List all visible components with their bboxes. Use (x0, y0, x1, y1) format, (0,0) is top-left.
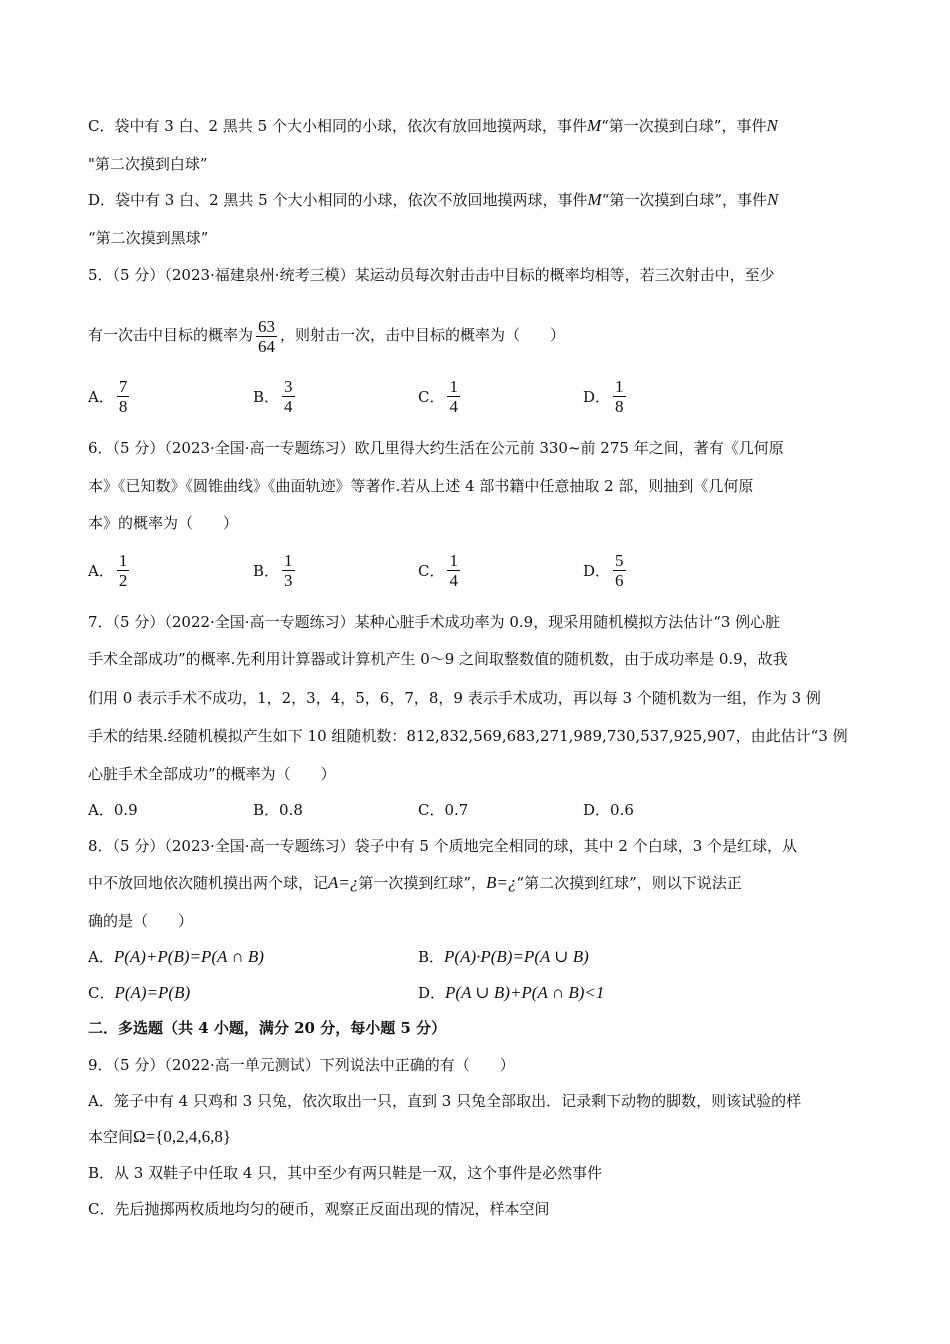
q6-option-d[interactable]: D． $\frac{5}{6}$ (583, 551, 624, 590)
q8-option-b[interactable]: B．P(A)·P(B)=P(A ∪ B) (418, 947, 589, 966)
q5-option-c[interactable]: C． $\frac{1}{4}$ (418, 377, 458, 416)
q6-stem-line2: 本》《已知数》《圆锥曲线》《曲面轨迹》等著作.若从上述 4 部书籍中任意抽取 2 部，则抽到《几何原 (88, 477, 754, 495)
q6-stem-line3: 本》的概率为（ ） (88, 514, 239, 532)
q4-option-c-line2: "第二次摸到白球” (88, 155, 208, 173)
q8-stem-line1: 8．（5 分）（2023·全国·高一专题练习）袋子中有 5 个质地完全相同的球，其中 2 个白球，3 个是红球，从 (88, 837, 798, 855)
math-N: N (766, 116, 778, 135)
q7-option-d[interactable]: D．0.6 (583, 801, 634, 819)
q7-stem-line4: 手术的结果.经随机模拟产生如下 10 组随机数：812,832,569,683,271,989,730,537,925,907，由此估计“3 例 (88, 727, 848, 745)
math-event-a: A=¿ (328, 873, 359, 892)
q7-stem-line5: 心脏手术全部成功”的概率为（ ） (88, 765, 336, 783)
q9-option-c: C．先后抛掷两枚质地均匀的硬币，观察正反面出现的情况，样本空间 (88, 1200, 550, 1218)
math-M: M (586, 116, 602, 135)
q8-option-a[interactable]: A．P(A)+P(B)=P(A ∩ B) (88, 947, 264, 966)
q6-option-a[interactable]: A． $\frac{1}{2}$ (88, 551, 128, 590)
q7-option-a[interactable]: A．0.9 (88, 801, 138, 819)
q7-option-b[interactable]: B．0.8 (253, 801, 303, 819)
math-sample-space: Ω={0,2,4,6,8} (133, 1127, 232, 1146)
q4-option-c-line1: C．袋中有 3 白、2 黑共 5 个大小相同的小球，依次有放回地摸两球，事件M“第一次摸到白球”，事件N (88, 116, 778, 135)
q5-stem-line1: 5．（5 分）（2023·福建泉州·统考三模）某运动员每次射击击中目标的概率均相等，若三次射击中，至少 (88, 266, 775, 284)
q6-option-c[interactable]: C． $\frac{1}{4}$ (418, 551, 458, 590)
q5-option-b[interactable]: B． $\frac{3}{4}$ (253, 377, 293, 416)
q7-stem-line3: 们用 0 表示手术不成功，1，2，3，4，5，6，7，8，9 表示手术成功，再以每 3 个随机数为一组，作为 3 例 (88, 689, 821, 707)
q8-option-c[interactable]: C．P(A)=P(B) (88, 983, 191, 1002)
q9-option-a-line1: A．笼子中有 4 只鸡和 3 只兔，依次取出一只，直到 3 只兔全部取出．记录剩下动物的脚数，则该试验的样 (88, 1092, 802, 1110)
q6-option-b[interactable]: B． $\frac{1}{3}$ (253, 551, 293, 590)
q9-stem-line1: 9．（5 分）（2022·高一单元测试）下列说法中正确的有（ ） (88, 1056, 515, 1074)
q8-stem-line3: 确的是（ ） (88, 912, 194, 930)
q4-option-d-line1: D．袋中有 3 白、2 黑共 5 个大小相同的小球，依次不放回地摸两球，事件M“第一次摸到白球”，事件N (88, 190, 779, 209)
section-heading-multiple-choice: 二．多选题（共 4 小题，满分 20 分，每小题 5 分） (88, 1019, 447, 1037)
q8-option-d[interactable]: D．P(A ∪ B)+P(A ∩ B)<1 (418, 983, 605, 1002)
q7-stem-line2: 手术全部成功”的概率.先利用计算器或计算机产生 0～9 之间取整数值的随机数，由于成功率是 0.9，故我 (88, 650, 788, 668)
math-N: N (767, 190, 779, 209)
math-M: M (587, 190, 602, 209)
q6-stem-line1: 6．（5 分）（2023·全国·高一专题练习）欧几里得大约生活在公元前 330~前 275 年之间，著有《几何原 (88, 439, 784, 457)
q8-stem-line2: 中不放回地依次随机摸出两个球，记A=¿第一次摸到红球”，B=¿“第二次摸到红球”，则以下说法正 (88, 873, 742, 892)
q5-option-d[interactable]: D． $\frac{1}{8}$ (583, 377, 624, 416)
q5-fraction: $\frac{63}{64}$ (258, 316, 276, 356)
q7-option-c[interactable]: C．0.7 (418, 801, 469, 819)
q5-stem-line2: 有一次击中目标的概率为 $\frac{63}{64}$ ，则射击一次，击中目标的概率为（ ） (88, 316, 566, 356)
math-event-b: B=¿ (486, 873, 517, 892)
q9-option-b: B．从 3 双鞋子中任取 4 只，其中至少有两只鞋是一双，这个事件是必然事件 (88, 1164, 603, 1182)
q9-option-a-line2: 本空间Ω={0,2,4,6,8} (88, 1127, 232, 1146)
q7-stem-line1: 7．（5 分）（2022·全国·高一专题练习）某种心脏手术成功率为 0.9，现采用随机模拟方法估计“3 例心脏 (88, 613, 781, 631)
q5-option-a[interactable]: A． $\frac{7}{8}$ (88, 377, 128, 416)
q4-option-d-line2: “第二次摸到黑球” (88, 229, 209, 247)
